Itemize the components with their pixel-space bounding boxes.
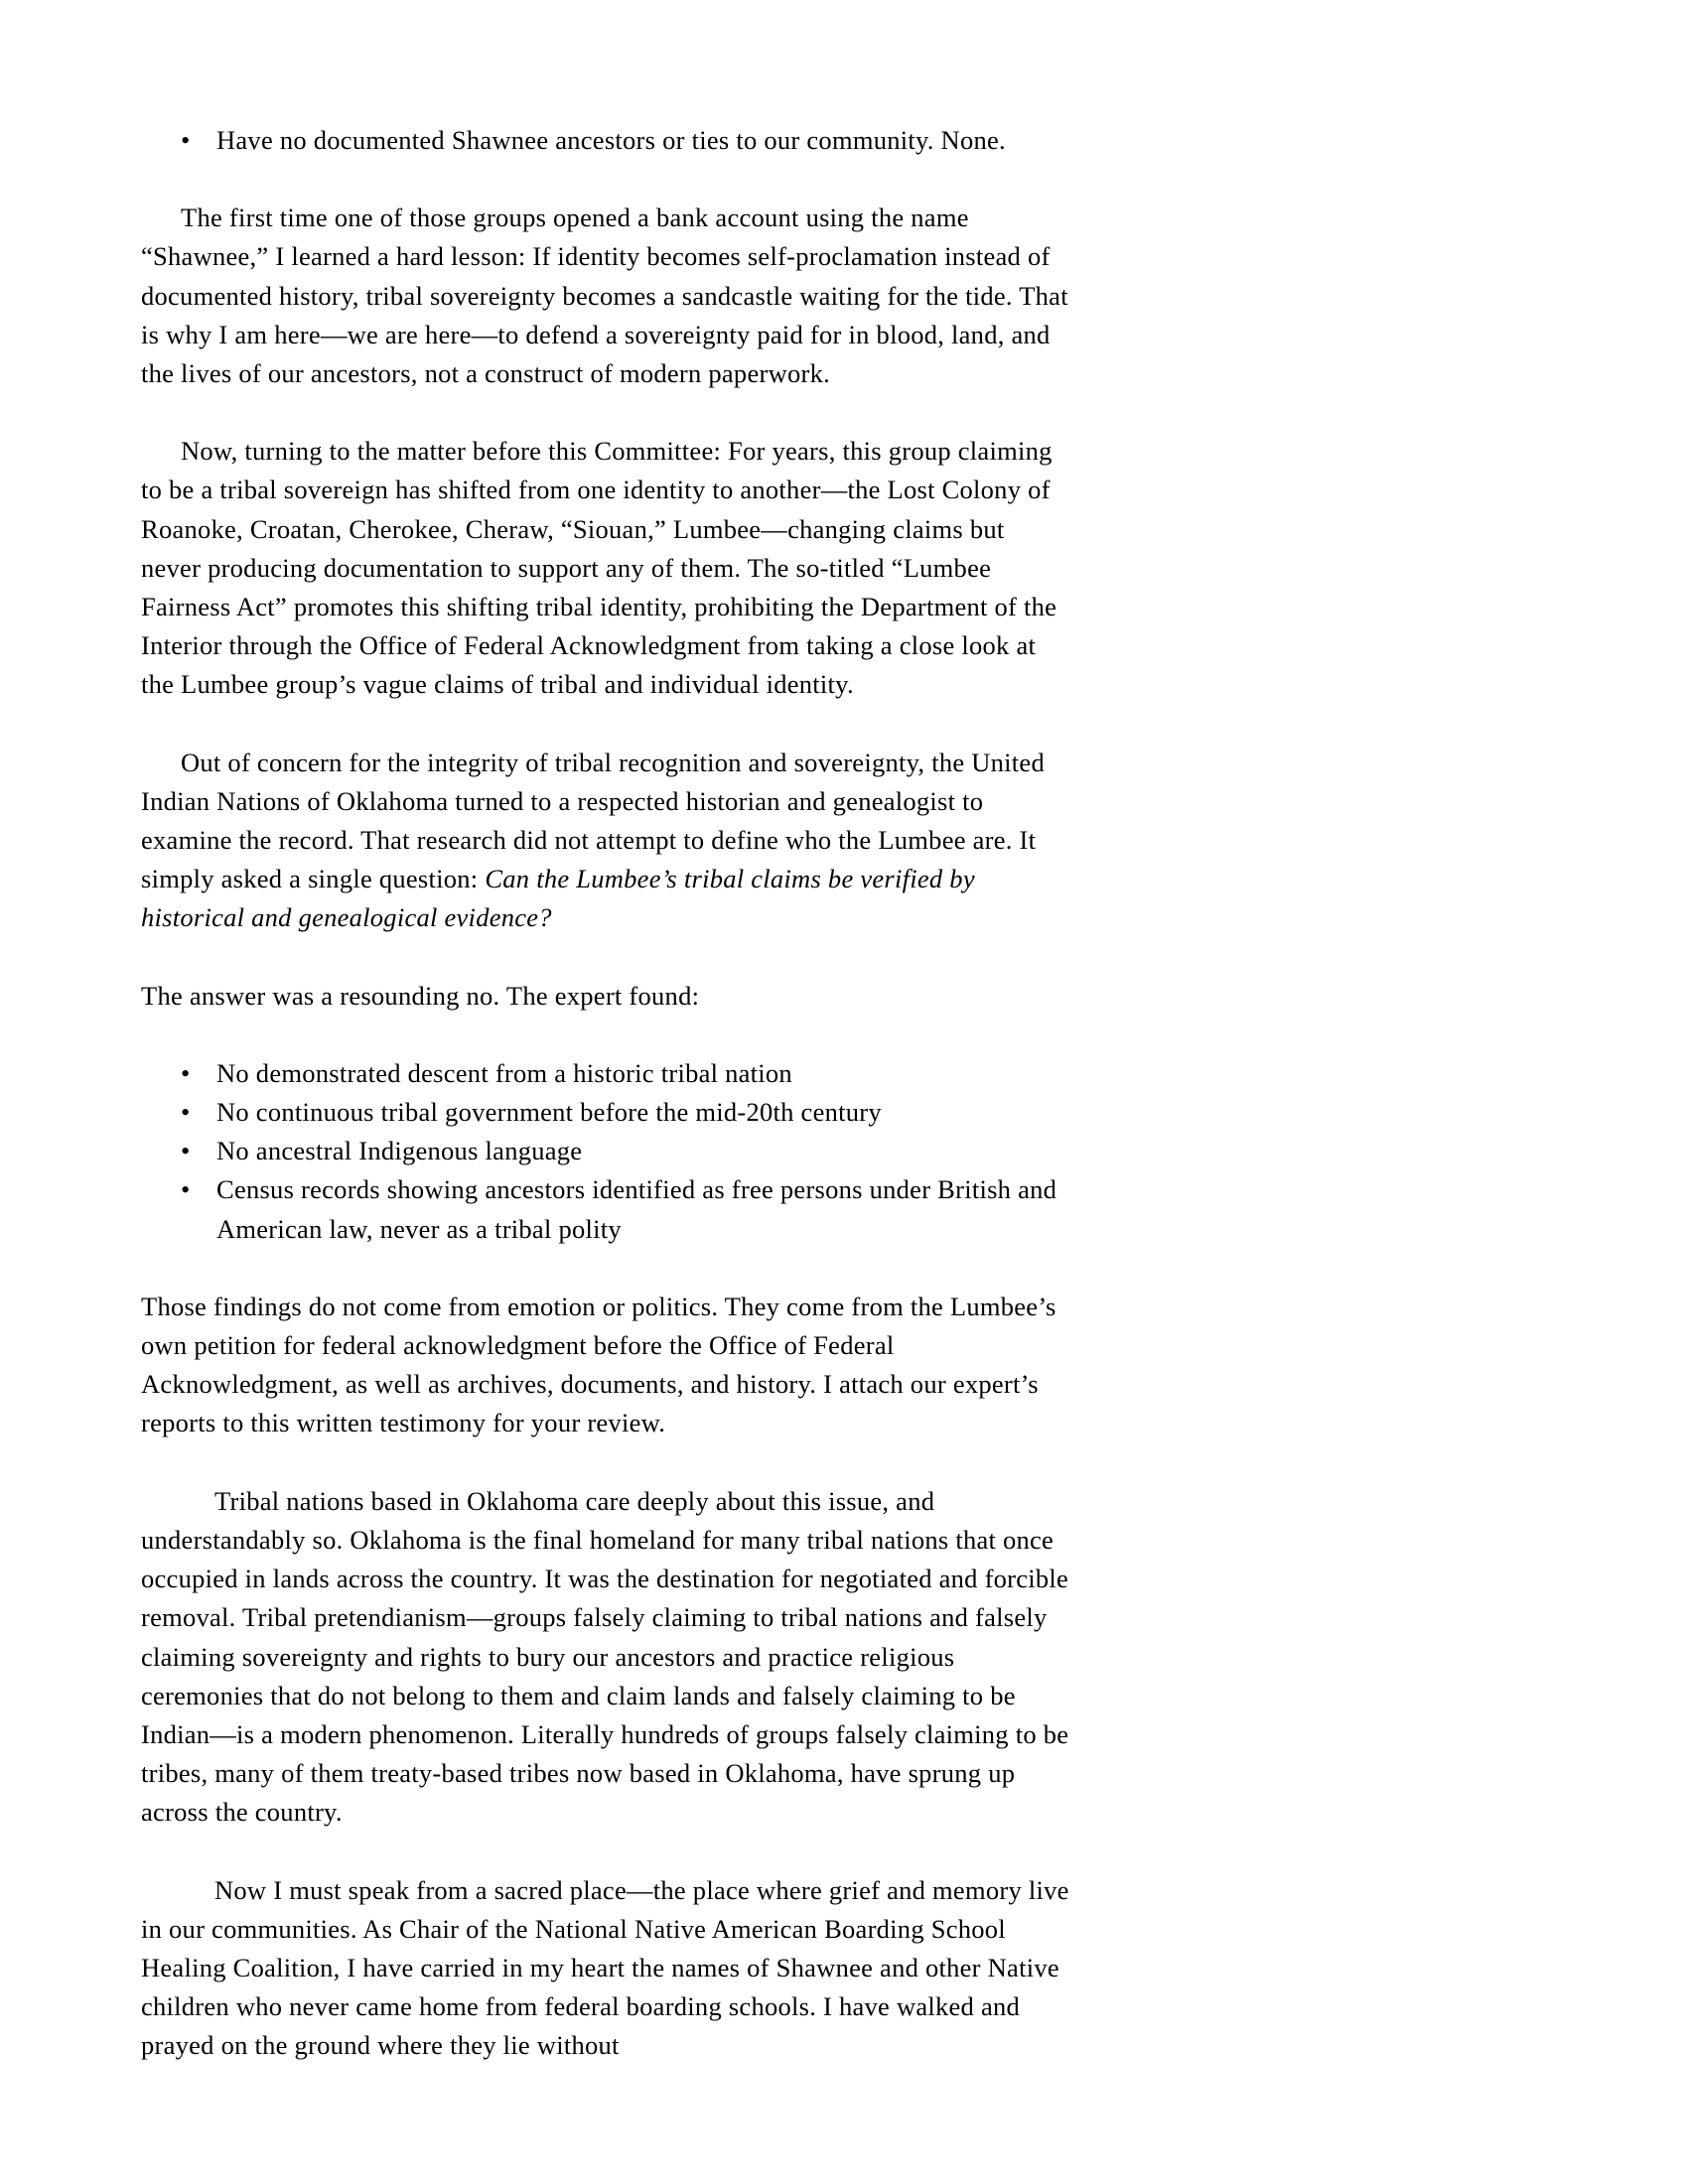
paragraph-sacred-place: Now I must speak from a sacred place—the place where grief and memory live in our communities. As Chair of the National Native American Boarding School Healing Coalition, I have carried in my heart the names of Shawnee and other Native children who never came home from federal boarding schools. I have walked and prayed on the ground where they lie without bbox=[141, 1874, 1069, 2061]
spacer bbox=[141, 1833, 1070, 1871]
list-item-text: No demonstrated descent from a historic tribal nation bbox=[216, 1057, 792, 1088]
paragraph-integrity-lead: Out of concern for the integrity of tribal recognition and sovereignty, the United Indian Nations of Oklahoma turned to a respected historian and genealogist to examine the record. That research did not attempt to define who the Lumbee are. It simply asked a single question: bbox=[141, 747, 1045, 894]
spacer bbox=[141, 160, 1070, 199]
paragraph-findings-source: Those findings do not come from emotion or politics. They come from the Lumbee’s own petition for federal acknowledgment before the Office of Federal Acknowledgment, as well as archives, documents, and history. I attach our expert’s reports to this written testimony for your review. bbox=[141, 1291, 1056, 1438]
bullet-point-icon: • bbox=[181, 1136, 191, 1166]
list-item bbox=[141, 1054, 1070, 1093]
spacer bbox=[141, 705, 1070, 744]
spacer bbox=[141, 1016, 1070, 1054]
bullet-point-icon: • bbox=[181, 1174, 191, 1205]
paragraph-answer: The answer was a resounding no. The expert found: bbox=[141, 980, 700, 1011]
paragraph-committee: Now, turning to the matter before this Committee: For years, this group claiming to be a tribal sovereign has shifted from one identity to another—the Lost Colony of Roanoke, Croatan, Cherokee, Cheraw, “Siouan,” Lumbee—changing claims but never producing documentation to support any of them. The so-titled “Lumbee Fairness Act” promotes this shifting tribal identity, prohibiting the Department of the Interior through the Office of Federal Acknowledgment from taking a close look at the Lumbee group’s vague claims of tribal and individual identity. bbox=[141, 436, 1057, 700]
paragraph-bank-account: The first time one of those groups opened a bank account using the name “Shawnee,” I learned a hard lesson: If identity becomes self-proclamation instead of documented history, tribal sovereignty becomes a sandcastle waiting for the tide. That is why I am here—we are here—to defend a sovereignty paid for in blood, land, and the lives of our ancestors, not a construct of modern paperwork. bbox=[141, 203, 1068, 389]
list-item bbox=[141, 1093, 1070, 1132]
spacer bbox=[141, 393, 1070, 432]
list-item-text: No continuous tribal government before the mid-20th century bbox=[216, 1097, 882, 1128]
bullet-point-icon: • bbox=[181, 1097, 191, 1128]
paragraph-oklahoma: Tribal nations based in Oklahoma care deeply about this issue, and understandably so. Oklahoma is the final homeland for many tribal nations that once occupied in lands across the country. It was the destination for negotiated and forcible removal. Tribal pretendianism—groups falsely claiming to tribal nations and falsely claiming sovereignty and rights to bury our ancestors and practice religious ceremonies that do not belong to them and claim lands and falsely claiming to be Indian—is a modern phenomenon. Literally hundreds of groups falsely claiming to be tribes, many of them treaty-based tribes now based in Oklahoma, have sprung up across the country. bbox=[141, 1485, 1069, 1828]
document-text-body bbox=[141, 121, 1070, 2066]
list-item-text: No ancestral Indigenous language bbox=[216, 1136, 583, 1166]
spacer bbox=[141, 938, 1070, 977]
bullet-point-icon: • bbox=[181, 125, 191, 155]
list-item-text: Have no documented Shawnee ancestors or ties to our community. None. bbox=[216, 125, 1006, 155]
paragraph-integrity bbox=[141, 744, 1070, 938]
spacer bbox=[141, 1443, 1070, 1482]
findings-list bbox=[141, 1054, 1070, 1249]
list-item-text: Census records showing ancestors identified as free persons under British and American law, never as a tribal polity bbox=[216, 1174, 1057, 1244]
spacer bbox=[141, 1249, 1070, 1288]
bullet-point-icon: • bbox=[181, 1057, 191, 1088]
bullet-list-top bbox=[141, 121, 1070, 160]
paragraph-integrity-question: Can the Lumbee’s tribal claims be verified by historical and genealogical evidence? bbox=[141, 864, 975, 933]
list-item bbox=[141, 1170, 1070, 1248]
list-item bbox=[141, 121, 1070, 160]
list-item bbox=[141, 1132, 1070, 1170]
